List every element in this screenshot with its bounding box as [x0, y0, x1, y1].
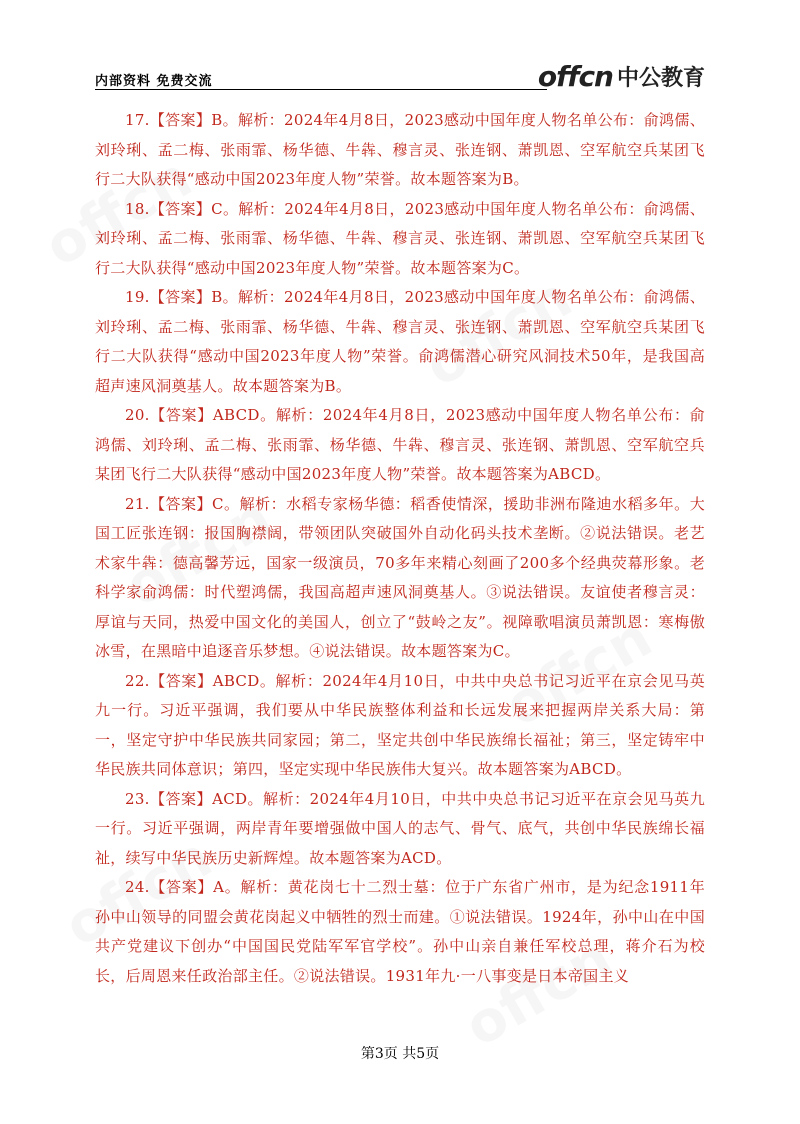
page-header — [95, 60, 705, 92]
header-rule — [95, 89, 547, 90]
answer-paragraph-20: 20.【答案】ABCD。解析：2024年4月8日，2023感动中国年度人物名单公布：俞鸿儒、刘玲琍、孟二梅、张雨霏、杨华德、牛犇、穆言灵、张连钢、萧凯恩、空军航空兵某团飞行二大队获得“感动中国2023年度人物”荣誉。故本题答案为ABCD。 — [95, 406, 705, 483]
header-label: 内部资料 免费交流 — [95, 74, 213, 89]
answer-paragraph-23: 23.【答案】ACD。解析：2024年4月10日，中共中央总书记习近平在京会见马英九一行。习近平强调，两岸青年要增强做中国人的志气、骨气、底气，共创中华民族绵长福祉，续写中华民族历史新辉煌。故本题答案为ACD。 — [95, 789, 705, 867]
offcn-logo — [538, 60, 705, 92]
answer-content — [95, 106, 705, 991]
answer-paragraph-17: 17.【答案】B。解析：2024年4月8日，2023感动中国年度人物名单公布：俞鸿儒、刘玲琍、孟二梅、张雨霏、杨华德、牛犇、穆言灵、张连钢、萧凯恩、空军航空兵某团飞行二大队获得“感动中国2023年度人物”荣誉。故本题答案为B。 — [95, 111, 705, 188]
logo-wordmark: offcn — [537, 59, 613, 93]
answer-paragraph-19: 19.【答案】B。解析：2024年4月8日，2023感动中国年度人物名单公布：俞鸿儒、刘玲琍、孟二梅、张雨霏、杨华德、牛犇、穆言灵、张连钢、萧凯恩、空军航空兵某团飞行二大队获得“感动中国2023年度人物”荣誉。俞鸿儒潜心研究风洞技术50年，是我国高超声速风洞奠基人。故本题答案为B。 — [95, 288, 705, 395]
answer-paragraph-18: 18.【答案】C。解析：2024年4月8日，2023感动中国年度人物名单公布：俞鸿儒、刘玲琍、孟二梅、张雨霏、杨华德、牛犇、穆言灵、张连钢、萧凯恩、空军航空兵某团飞行二大队获得“感动中国2023年度人物”荣誉。故本题答案为C。 — [95, 199, 705, 277]
answer-paragraph-24: 24.【答案】A。解析：黄花岗七十二烈士墓：位于广东省广州市，是为纪念1911年孙中山领导的同盟会黄花岗起义中牺牲的烈士而建。①说法错误。1924年，孙中山在中国共产党建议下创办“中国国民党陆军军官学校”。孙中山亲自兼任军校总理，蒋介石为校长，后周恩来任政治部主任。②说法错误。1931年九·一八事变是日本帝国主义 — [95, 878, 705, 985]
answer-paragraph-22: 22.【答案】ABCD。解析：2024年4月10日，中共中央总书记习近平在京会见马英九一行。习近平强调，我们要从中华民族整体利益和长远发展来把握两岸关系大局：第一，坚定守护中华民族共同家园；第二，坚定共创中华民族绵长福祉；第三，坚定铸牢中华民族共同体意识；第四，坚定实现中华民族伟大复兴。故本题答案为ABCD。 — [95, 671, 705, 778]
page-number: 第3页 共5页 — [360, 1046, 440, 1062]
logo-chinese: 中公教育 — [616, 65, 705, 91]
answer-paragraph-21: 21.【答案】C。解析：水稻专家杨华德：稻香使情深，援助非洲布隆迪水稻多年。大国工匠张连钢：报国胸襟阔，带领团队突破国外自动化码头技术垄断。②说法错误。老艺术家牛犇：德高馨芳远，国家一级演员，70多年来精心刻画了200多个经典荧幕形象。老科学家俞鸿儒：时代塑鸿儒，我国高超声速风洞奠基人。③说法错误。友谊使者穆言灵：厚谊与天同，热爱中国文化的美国人，创立了“鼓岭之友”。视障歌唱演员萧凯恩：寒梅傲冰雪，在黑暗中追逐音乐梦想。④说法错误。故本题答案为C。 — [95, 494, 705, 660]
